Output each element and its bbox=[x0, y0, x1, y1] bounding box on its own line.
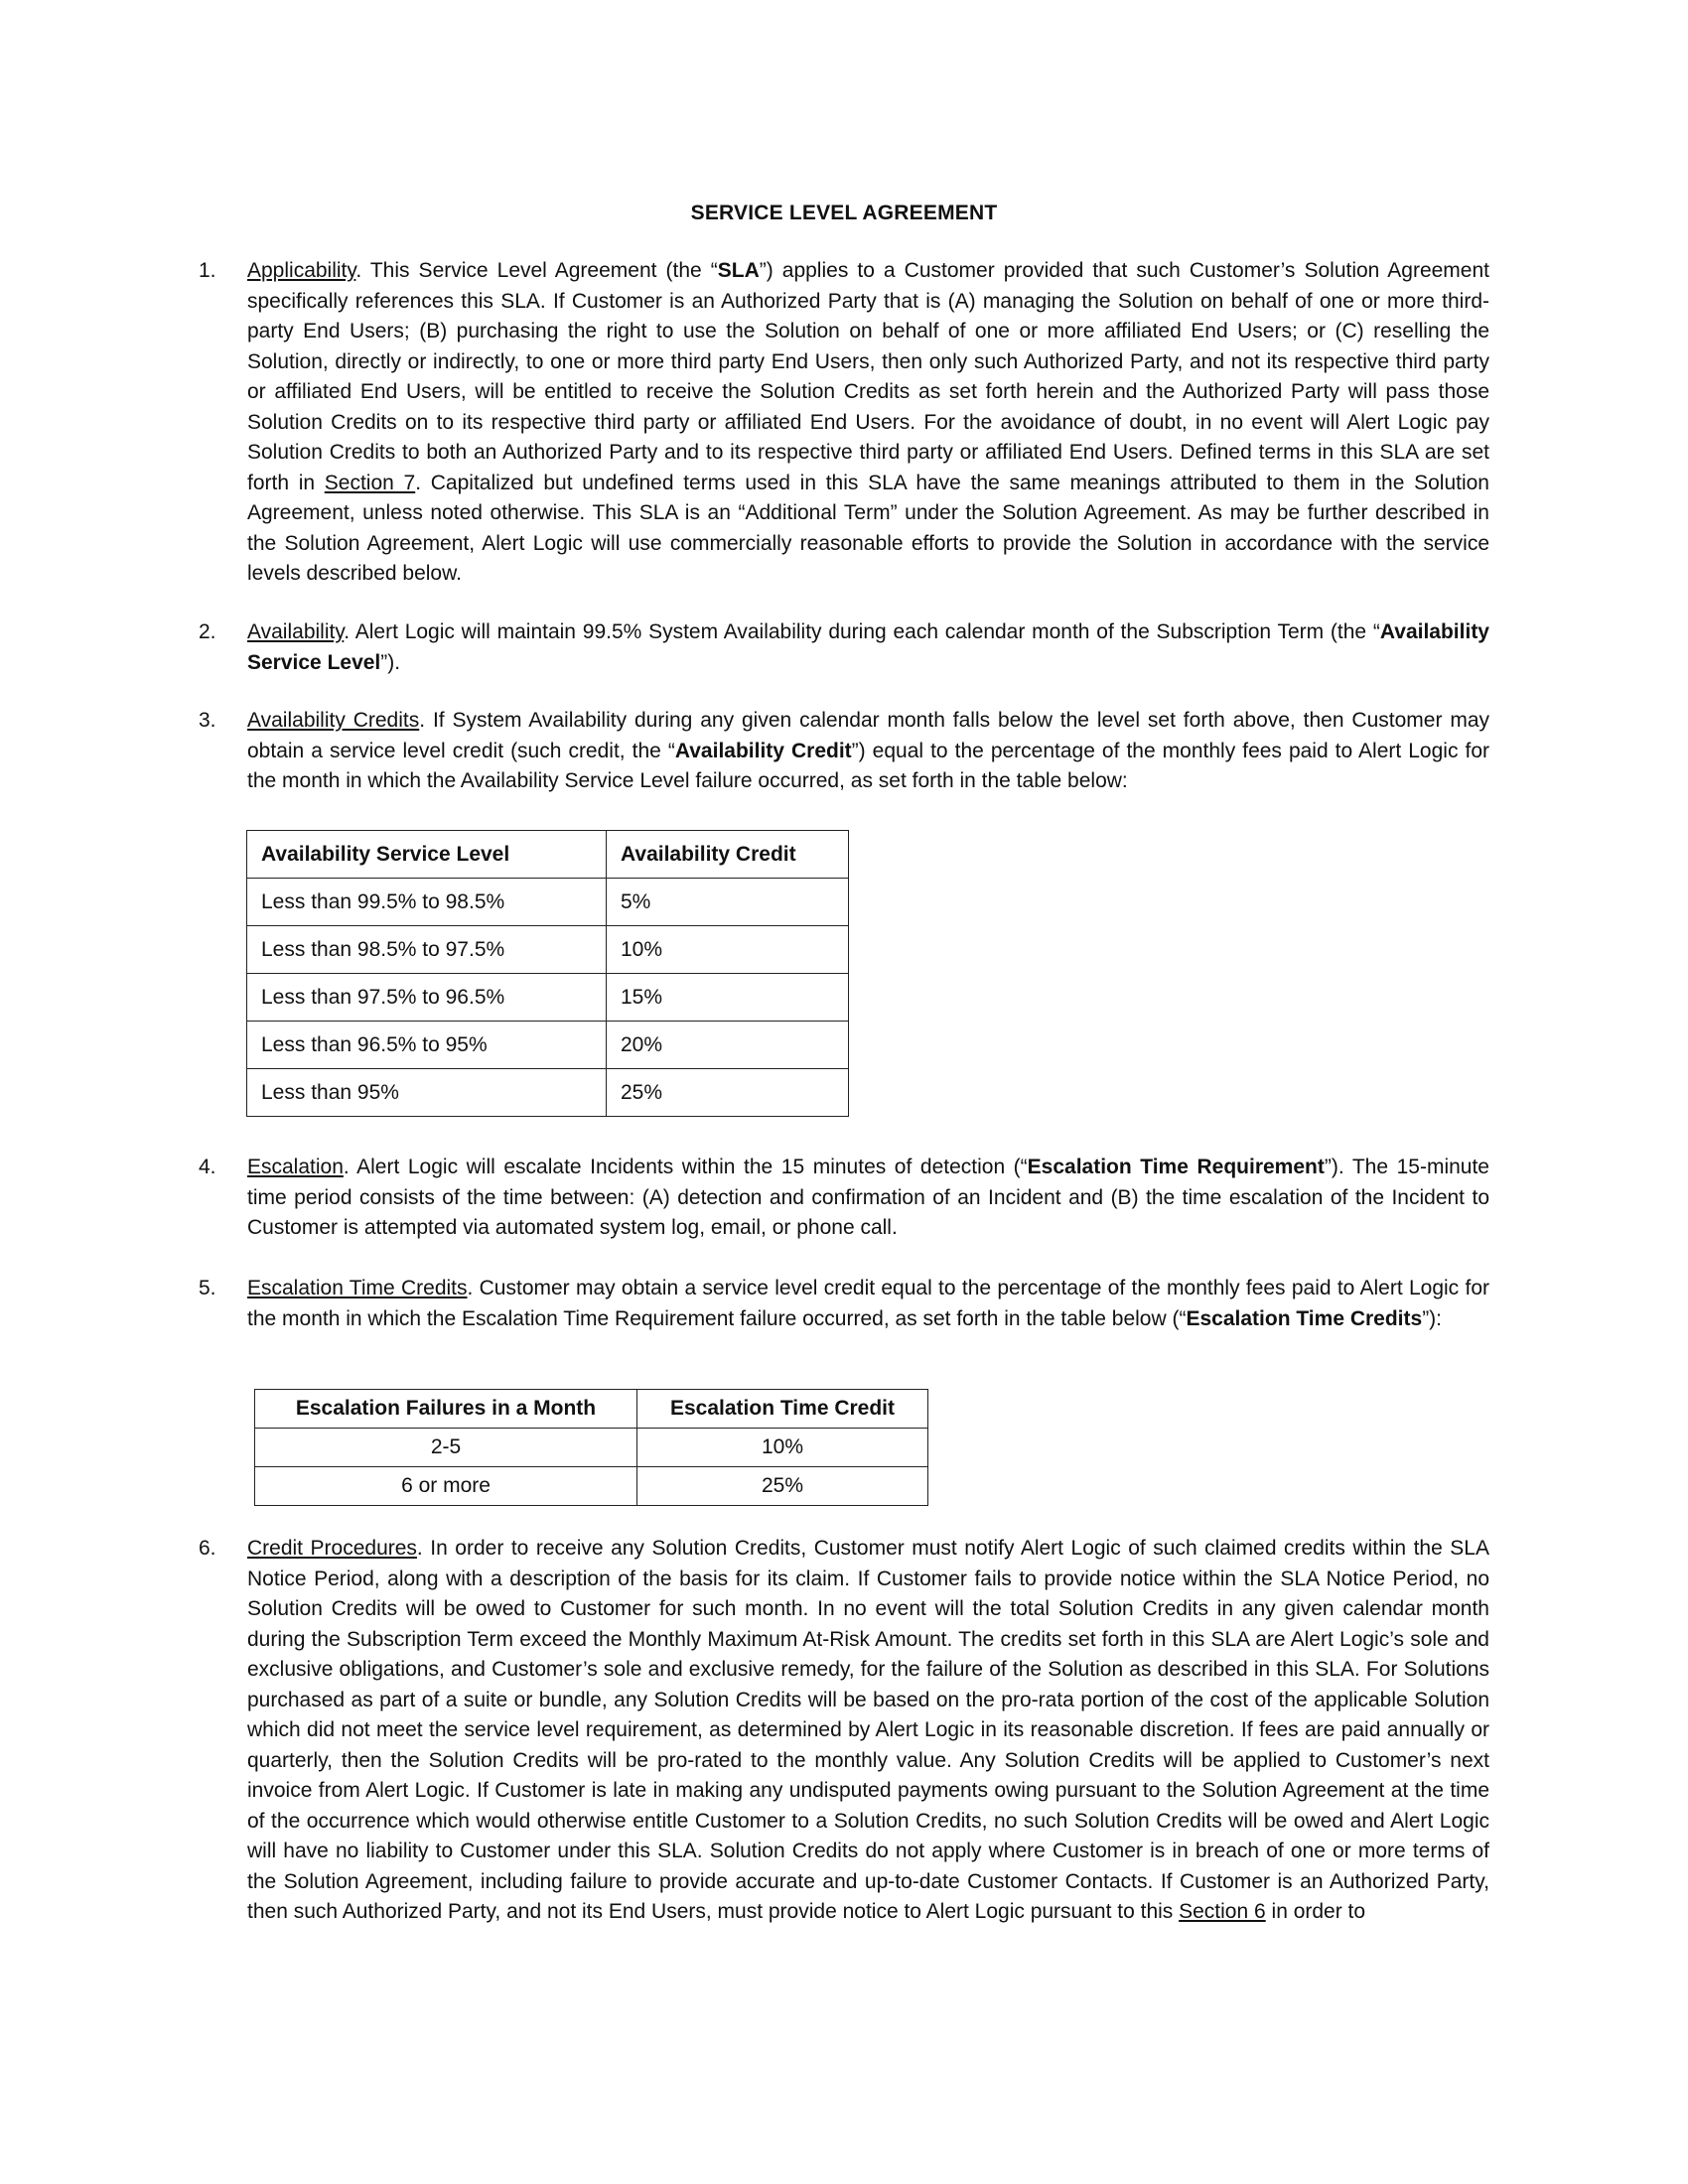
table-row bbox=[247, 1069, 849, 1117]
table-row bbox=[247, 879, 849, 926]
table-header-cell: Escalation Time Credit bbox=[637, 1390, 928, 1429]
section-availability-credits bbox=[199, 706, 1489, 797]
section-escalation bbox=[199, 1153, 1489, 1244]
section-text: ”) equal to the percentage of the monthly fees paid to Alert Logic for the month in which the Availability Service Level failure occurred, as set forth in the table below: bbox=[247, 739, 1489, 792]
table-header-cell: Availability Service Level bbox=[247, 831, 607, 879]
table-header-row bbox=[255, 1390, 928, 1429]
defined-term: Escalation Time Requirement bbox=[1027, 1156, 1325, 1178]
table-cell: 15% bbox=[607, 974, 849, 1022]
section-reference-link[interactable]: Section 7 bbox=[324, 471, 416, 494]
table-cell: Less than 96.5% to 95% bbox=[247, 1022, 607, 1069]
table-cell: 2-5 bbox=[255, 1429, 637, 1467]
section-text: . Alert Logic will maintain 99.5% System Availability during each calendar month of the Subscription Term (the “ bbox=[344, 620, 1380, 643]
section-heading: Applicability bbox=[247, 259, 356, 282]
table-header-cell: Availability Credit bbox=[607, 831, 849, 879]
escalation-credit-table bbox=[254, 1389, 928, 1506]
table-cell: 10% bbox=[607, 926, 849, 974]
section-escalation-time-credits bbox=[199, 1274, 1489, 1334]
section-heading: Availability bbox=[247, 620, 345, 643]
table-cell: 10% bbox=[637, 1429, 928, 1467]
section-text: . Capitalized but undefined terms used in this SLA have the same meanings attributed to them in the Solution Agreement, unless noted otherwise. This SLA is an “Additional Term” under the Solution Agreement. As may be further described in the Solution Agreement, Alert Logic will use commercially reasonable efforts to provide the Solution in accordance with the service levels described below. bbox=[247, 471, 1489, 585]
defined-term: Availability Service Level bbox=[247, 620, 1489, 674]
section-body bbox=[247, 1153, 1489, 1244]
defined-term: SLA bbox=[717, 259, 760, 282]
table-cell: 20% bbox=[607, 1022, 849, 1069]
section-body bbox=[247, 617, 1489, 678]
section-text: ”): bbox=[1422, 1306, 1443, 1330]
table-row bbox=[247, 926, 849, 974]
section-number: 4. bbox=[199, 1156, 216, 1178]
section-number: 2. bbox=[199, 620, 216, 643]
section-number: 5. bbox=[199, 1277, 216, 1299]
table-cell: 5% bbox=[607, 879, 849, 926]
section-body bbox=[247, 1534, 1489, 1928]
section-reference-link[interactable]: Section 6 bbox=[1179, 1900, 1266, 1923]
table-header-row bbox=[247, 831, 849, 879]
section-text: ”) applies to a Customer provided that such Customer’s Solution Agreement specifically references this SLA. If Customer is an Authorized Party that is (A) managing the Solution on behalf of one or more third-party End Users; (B) purchasing the right to use the Solution on behalf of one or more affiliated End Users; or (C) reselling the Solution, directly or indirectly, to one or more third party End Users, then only such Authorized Party, and not its respective third party or affiliated End Users, will be entitled to receive the Solution Credits as set forth herein and the Authorized Party will pass those Solution Credits on to its respective third party or affiliated End Users. For the avoidance of doubt, in no event will Alert Logic pay Solution Credits to both an Authorized Party and to its respective third party or affiliated End Users. Defined terms in this SLA are set forth in bbox=[247, 259, 1489, 494]
section-heading: Credit Procedures bbox=[247, 1537, 417, 1560]
section-body bbox=[247, 706, 1489, 797]
section-number: 6. bbox=[199, 1537, 216, 1560]
table-row bbox=[255, 1429, 928, 1467]
section-text: . Alert Logic will escalate Incidents within the 15 minutes of detection (“ bbox=[343, 1156, 1028, 1178]
section-heading: Escalation Time Credits bbox=[247, 1277, 468, 1299]
section-number: 3. bbox=[199, 709, 216, 732]
table-cell: Less than 99.5% to 98.5% bbox=[247, 879, 607, 926]
section-applicability bbox=[199, 256, 1489, 590]
section-text: . This Service Level Agreement (the “ bbox=[355, 259, 718, 282]
table-cell: 25% bbox=[637, 1467, 928, 1506]
table-row bbox=[247, 1022, 849, 1069]
table-cell: 6 or more bbox=[255, 1467, 637, 1506]
section-credit-procedures bbox=[199, 1534, 1489, 1928]
table-cell: Less than 97.5% to 96.5% bbox=[247, 974, 607, 1022]
section-text: ”). bbox=[380, 650, 401, 674]
section-text: . Customer may obtain a service level credit equal to the percentage of the monthly fees paid to Alert Logic for the month in which the Escalation Time Requirement failure occurred, as set forth in the table below (“ bbox=[247, 1277, 1489, 1330]
section-body bbox=[247, 1274, 1489, 1334]
section-text: in order to bbox=[1265, 1900, 1366, 1923]
section-text: . If System Availability during any given calendar month falls below the level set forth above, then Customer may obtain a service level credit (such credit, the “ bbox=[247, 709, 1489, 762]
table-header-cell: Escalation Failures in a Month bbox=[255, 1390, 637, 1429]
document-title: SERVICE LEVEL AGREEMENT bbox=[690, 202, 998, 224]
section-text: . In order to receive any Solution Credits, Customer must notify Alert Logic of such claimed credits within the SLA Notice Period, along with a description of the basis for its claim. If Customer fails to provide notice within the SLA Notice Period, no Solution Credits will be owed to Customer for such month. In no event will the total Solution Credits in any given calendar month during the Subscription Term exceed the Monthly Maximum At-Risk Amount. The credits set forth in this SLA are Alert Logic’s sole and exclusive obligations, and Customer’s sole and exclusive remedy, for the failure of the Solution as described in this SLA. For Solutions purchased as part of a suite or bundle, any Solution Credits will be based on the pro-rata portion of the cost of the applicable Solution which did not meet the service level requirement, as determined by Alert Logic in its reasonable discretion. If fees are paid annually or quarterly, then the Solution Credits will be pro-rated to the monthly value. Any Solution Credits will be applied to Customer’s next invoice from Alert Logic. If Customer is late in making any undisputed payments owing pursuant to the Solution Agreement at the time of the occurrence which would otherwise entitle Customer to a Solution Credits, no such Solution Credits will be owed and Alert Logic will have no liability to Customer under this SLA. Solution Credits do not apply where Customer is in breach of one or more terms of the Solution Agreement, including failure to provide accurate and up-to-date Customer Contacts. If Customer is an Authorized Party, then such Authorized Party, and not its End Users, must provide notice to Alert Logic pursuant to this bbox=[247, 1537, 1489, 1923]
section-heading: Availability Credits bbox=[247, 709, 420, 732]
table-row bbox=[255, 1467, 928, 1506]
defined-term: Escalation Time Credits bbox=[1186, 1306, 1423, 1330]
availability-credit-table bbox=[246, 830, 849, 1117]
section-text: ”). The 15-minute time period consists of the time between: (A) detection and confirmation of an Incident and (B) the time escalation of the Incident to Customer is attempted via automated system log, email, or phone call. bbox=[247, 1156, 1489, 1239]
table-row bbox=[247, 974, 849, 1022]
table-cell: 25% bbox=[607, 1069, 849, 1117]
section-availability bbox=[199, 617, 1489, 678]
table-cell: Less than 98.5% to 97.5% bbox=[247, 926, 607, 974]
defined-term: Availability Credit bbox=[674, 739, 852, 762]
section-number: 1. bbox=[199, 259, 216, 282]
section-body bbox=[247, 256, 1489, 590]
section-heading: Escalation bbox=[247, 1156, 344, 1178]
table-cell: Less than 95% bbox=[247, 1069, 607, 1117]
